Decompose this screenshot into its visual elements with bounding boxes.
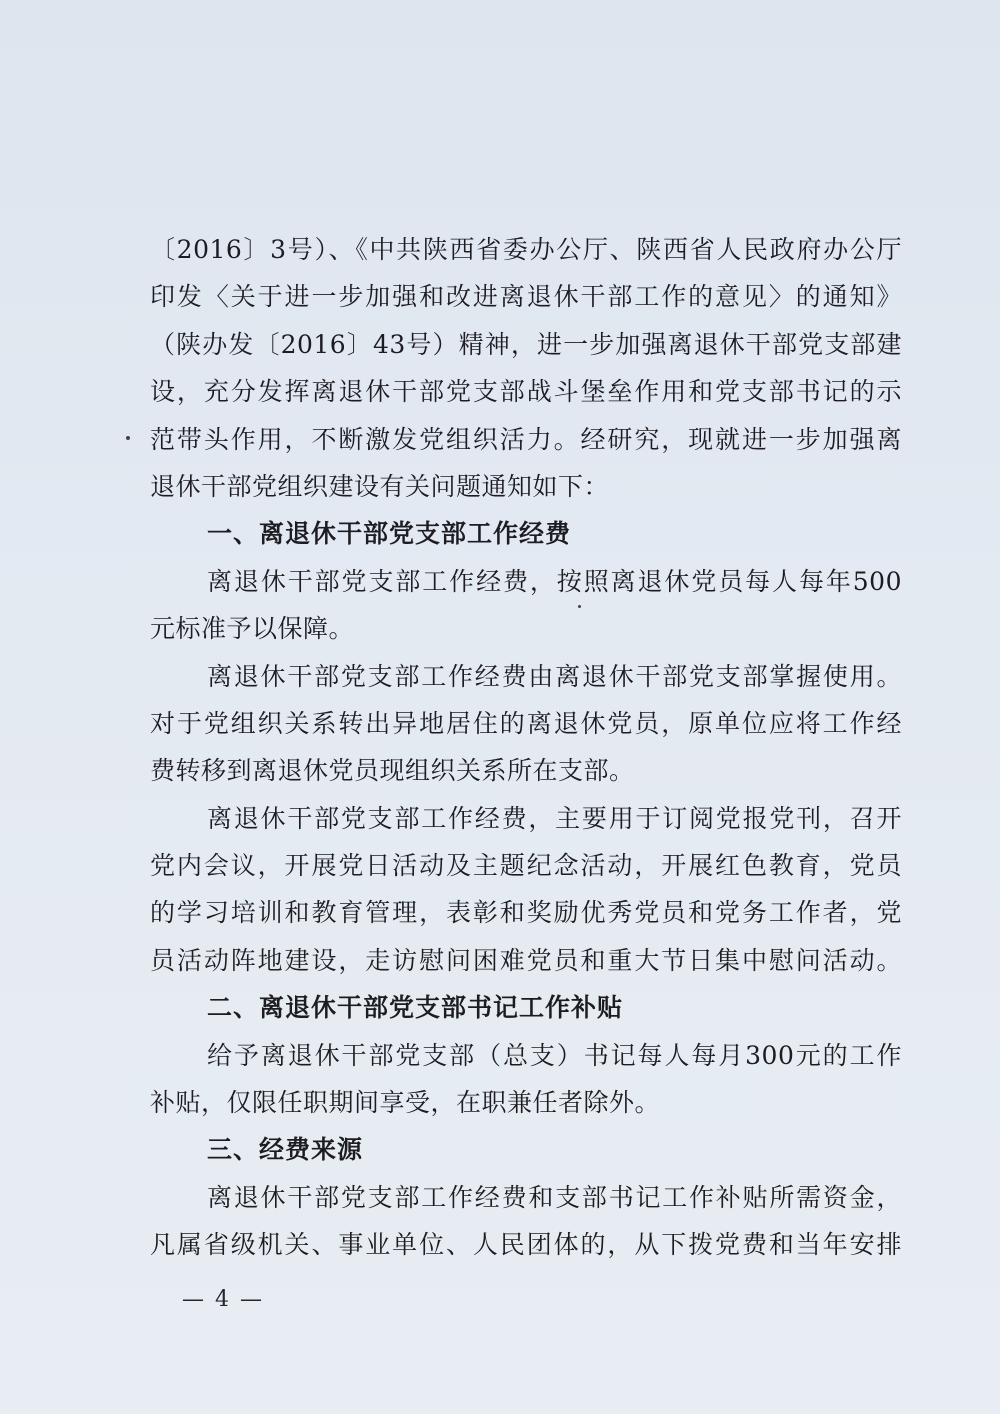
paragraph-line: 补贴，仅限任职期间享受，在职兼任者除外。	[150, 1088, 661, 1118]
body-line: 〔2016〕3号）、《中共陕西省委办公厅、陕西省人民政府办公厅	[150, 235, 902, 264]
paragraph-line: 离退休干部党支部工作经费由离退休干部党支部掌握使用。	[207, 661, 902, 691]
paragraph-line: 的学习培训和教育管理，表彰和奖励优秀党员和党务工作者，党	[150, 898, 902, 928]
scan-speck	[126, 436, 130, 440]
paragraph-line: 费转移到离退休党员现组织关系所在支部。	[150, 756, 635, 786]
paragraph-line: 离退休干部党支部工作经费，按照离退休党员每人每年500	[207, 566, 902, 596]
paragraph-line: 元标准予以保障。	[150, 614, 355, 644]
page-number: — 4 —	[182, 1287, 264, 1312]
paragraph-line: 员活动阵地建设，走访慰问困难党员和重大节日集中慰问活动。	[150, 945, 902, 975]
body-line: 范带头作用，不断激发党组织活力。经研究，现就进一步加强离	[150, 424, 902, 454]
paragraph-line: 离退休干部党支部工作经费，主要用于订阅党报党刊，召开	[207, 803, 902, 833]
body-line: （陕办发〔2016〕43号）精神，进一步加强离退休干部党支部建	[150, 329, 902, 359]
section-heading-3: 三、经费来源	[207, 1135, 364, 1165]
section-heading-1: 一、离退休干部党支部工作经费	[207, 519, 572, 549]
paragraph-line: 党内会议，开展党日活动及主题纪念活动，开展红色教育，党员	[150, 851, 902, 881]
body-line: 设，充分发挥离退休干部党支部战斗堡垒作用和党支部书记的示	[150, 377, 902, 407]
paragraph-line: 给予离退休干部党支部（总支）书记每人每月300元的工作	[207, 1040, 902, 1070]
document-body	[150, 226, 902, 1269]
paragraph-line: 对于党组织关系转出异地居住的离退休党员，原单位应将工作经	[150, 708, 902, 738]
section-heading-2: 二、离退休干部党支部书记工作补贴	[207, 993, 624, 1023]
paragraph-line: 离退休干部党支部工作经费和支部书记工作补贴所需资金，	[207, 1182, 902, 1212]
body-line: 退休干部党组织建设有关问题通知如下：	[150, 471, 610, 501]
body-line: 印发〈关于进一步加强和改进离退休干部工作的意见〉的通知》	[150, 282, 902, 312]
paragraph-line: 凡属省级机关、事业单位、人民团体的，从下拨党费和当年安排	[150, 1230, 902, 1260]
